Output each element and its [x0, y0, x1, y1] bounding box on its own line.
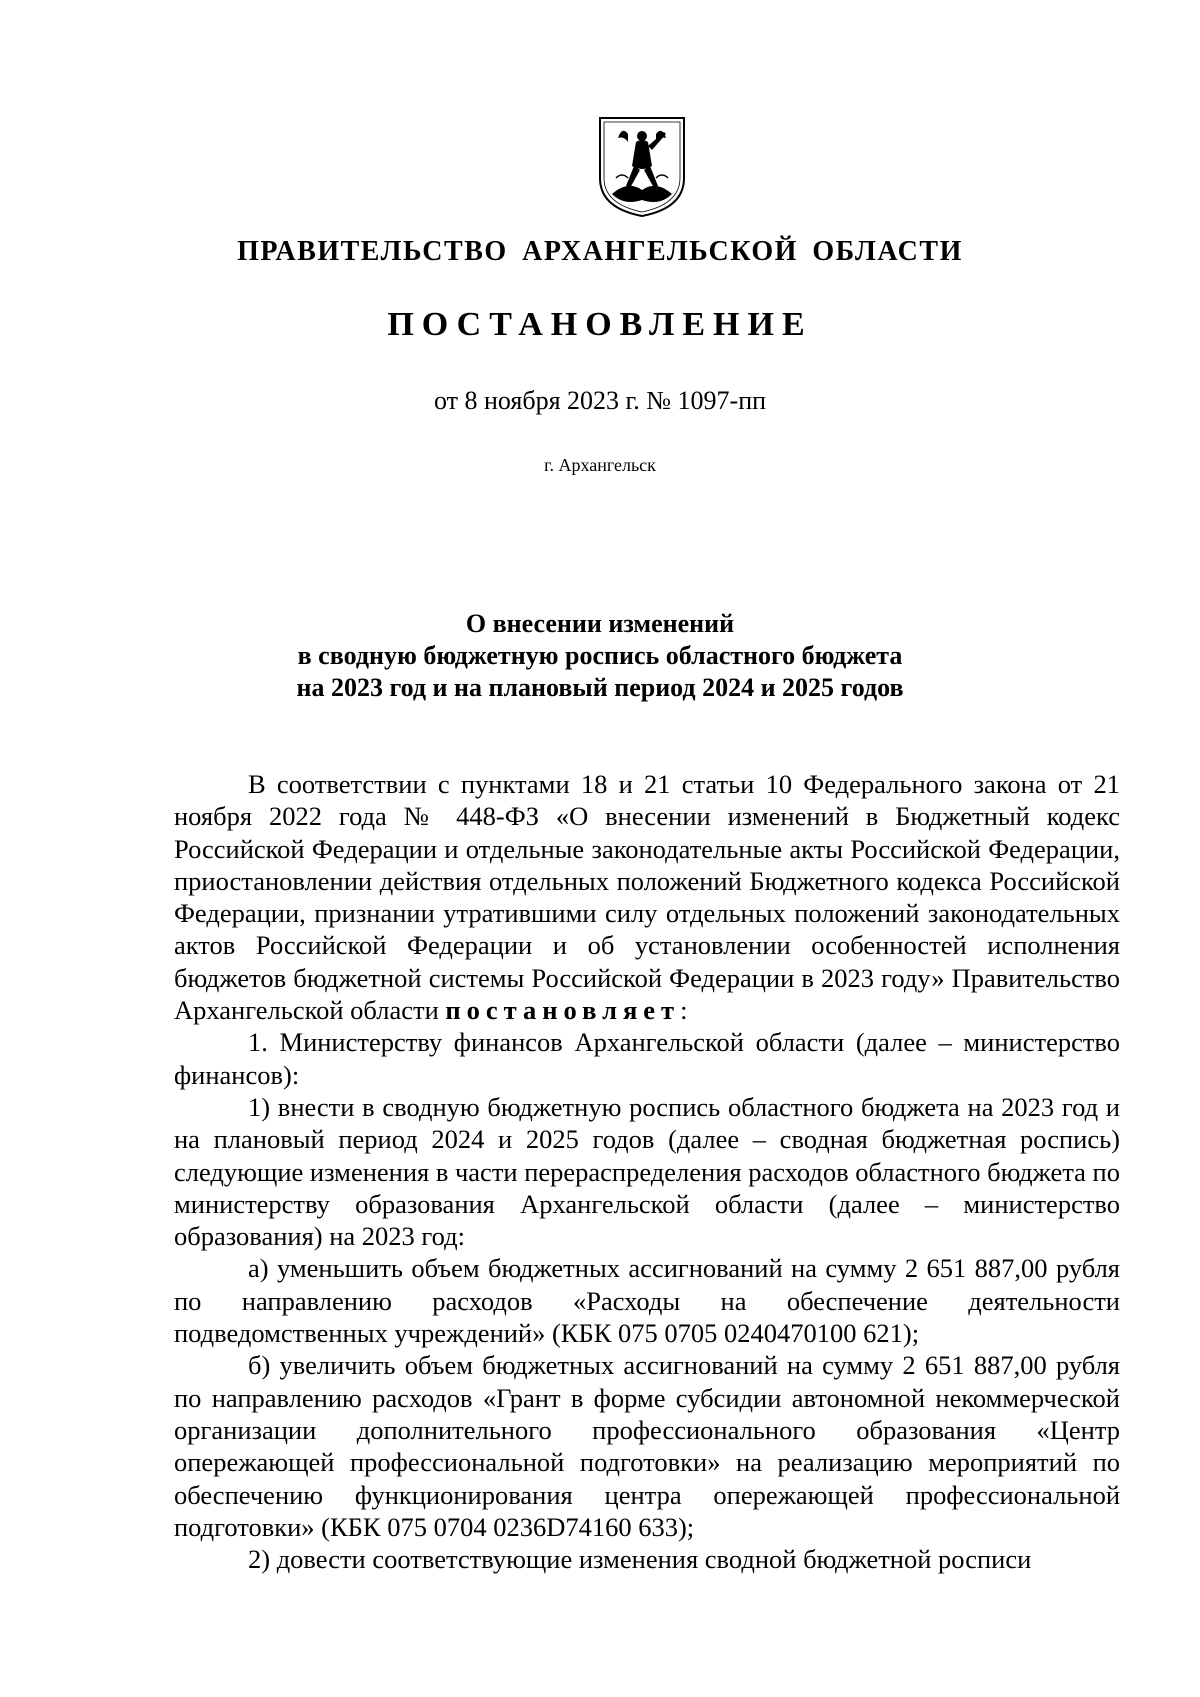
document-subject	[0, 608, 1200, 704]
document-body	[174, 768, 1120, 1575]
subject-line: в сводную бюджетную роспись областного бюджета	[297, 641, 903, 670]
document-city: г. Архангельск	[544, 455, 656, 475]
body-paragraph	[174, 768, 1120, 1026]
subject-line: О внесении изменений	[465, 609, 735, 638]
body-paragraph: а) уменьшить объем бюджетных ассигнований на сумму 2 651 887,00 рубля по направлению расходов «Расходы на обеспечение деятельности подведомственных учреждений» (КБК 075 0705 0240470100 621);	[174, 1253, 1120, 1349]
decree-word: постановляет	[445, 995, 681, 1026]
body-paragraph: б) увеличить объем бюджетных ассигнований на сумму 2 651 887,00 рубля по направлению расходов «Грант в форме субсидии автономной некоммерческой организации дополнительного профессионального образования «Центр опережающей профессиональной подготовки» на реализацию мероприятий по обеспечению функционирования центра опережающей профессиональной подготовки» (КБК 075 0704 0236D74160 633);	[174, 1350, 1120, 1542]
paragraph-text: В соответствии с пунктами 18 и 21 статьи 10 Федерального закона от 21 ноября 2022 года № 448-ФЗ «О внесении изменений в Бюджетный кодекс Российской Федерации и отдельные законодательные акты Российской Федерации, приостановлении действия отдельных положений Бюджетного кодекса Российской Федерации, признании утратившими силу отдельных положений законодательных актов Российской Федерации и об установлении особенностей исполнения бюджетов бюджетной системы Российской Федерации в 2023 году» Правительство Архангельской области	[174, 769, 1120, 1026]
document-type: ПОСТАНОВЛЕНИЕ	[387, 306, 813, 343]
body-paragraph: 2) довести соответствующие изменения сводной бюджетной росписи	[248, 1544, 1032, 1575]
government-name: ПРАВИТЕЛЬСТВО АРХАНГЕЛЬСКОЙ ОБЛАСТИ	[237, 236, 963, 267]
document-date-number: от 8 ноября 2023 г. № 1097-пп	[433, 386, 767, 415]
body-paragraph: 1) внести в сводную бюджетную роспись областного бюджета на 2023 год и на плановый период 2024 и 2025 годов (далее – сводная бюджетная роспись) следующие изменения в части перераспределения расходов областного бюджета по министерству образования Архангельской области (далее – министерство образования) на 2023 год:	[174, 1091, 1120, 1252]
subject-line: на 2023 год и на плановый период 2024 и 2025 годов	[296, 673, 904, 702]
body-paragraph: 1. Министерству финансов Архангельской области (далее – министерство финансов):	[174, 1027, 1120, 1090]
coat-of-arms-icon	[598, 116, 686, 218]
paragraph-punctuation: :	[680, 995, 688, 1026]
